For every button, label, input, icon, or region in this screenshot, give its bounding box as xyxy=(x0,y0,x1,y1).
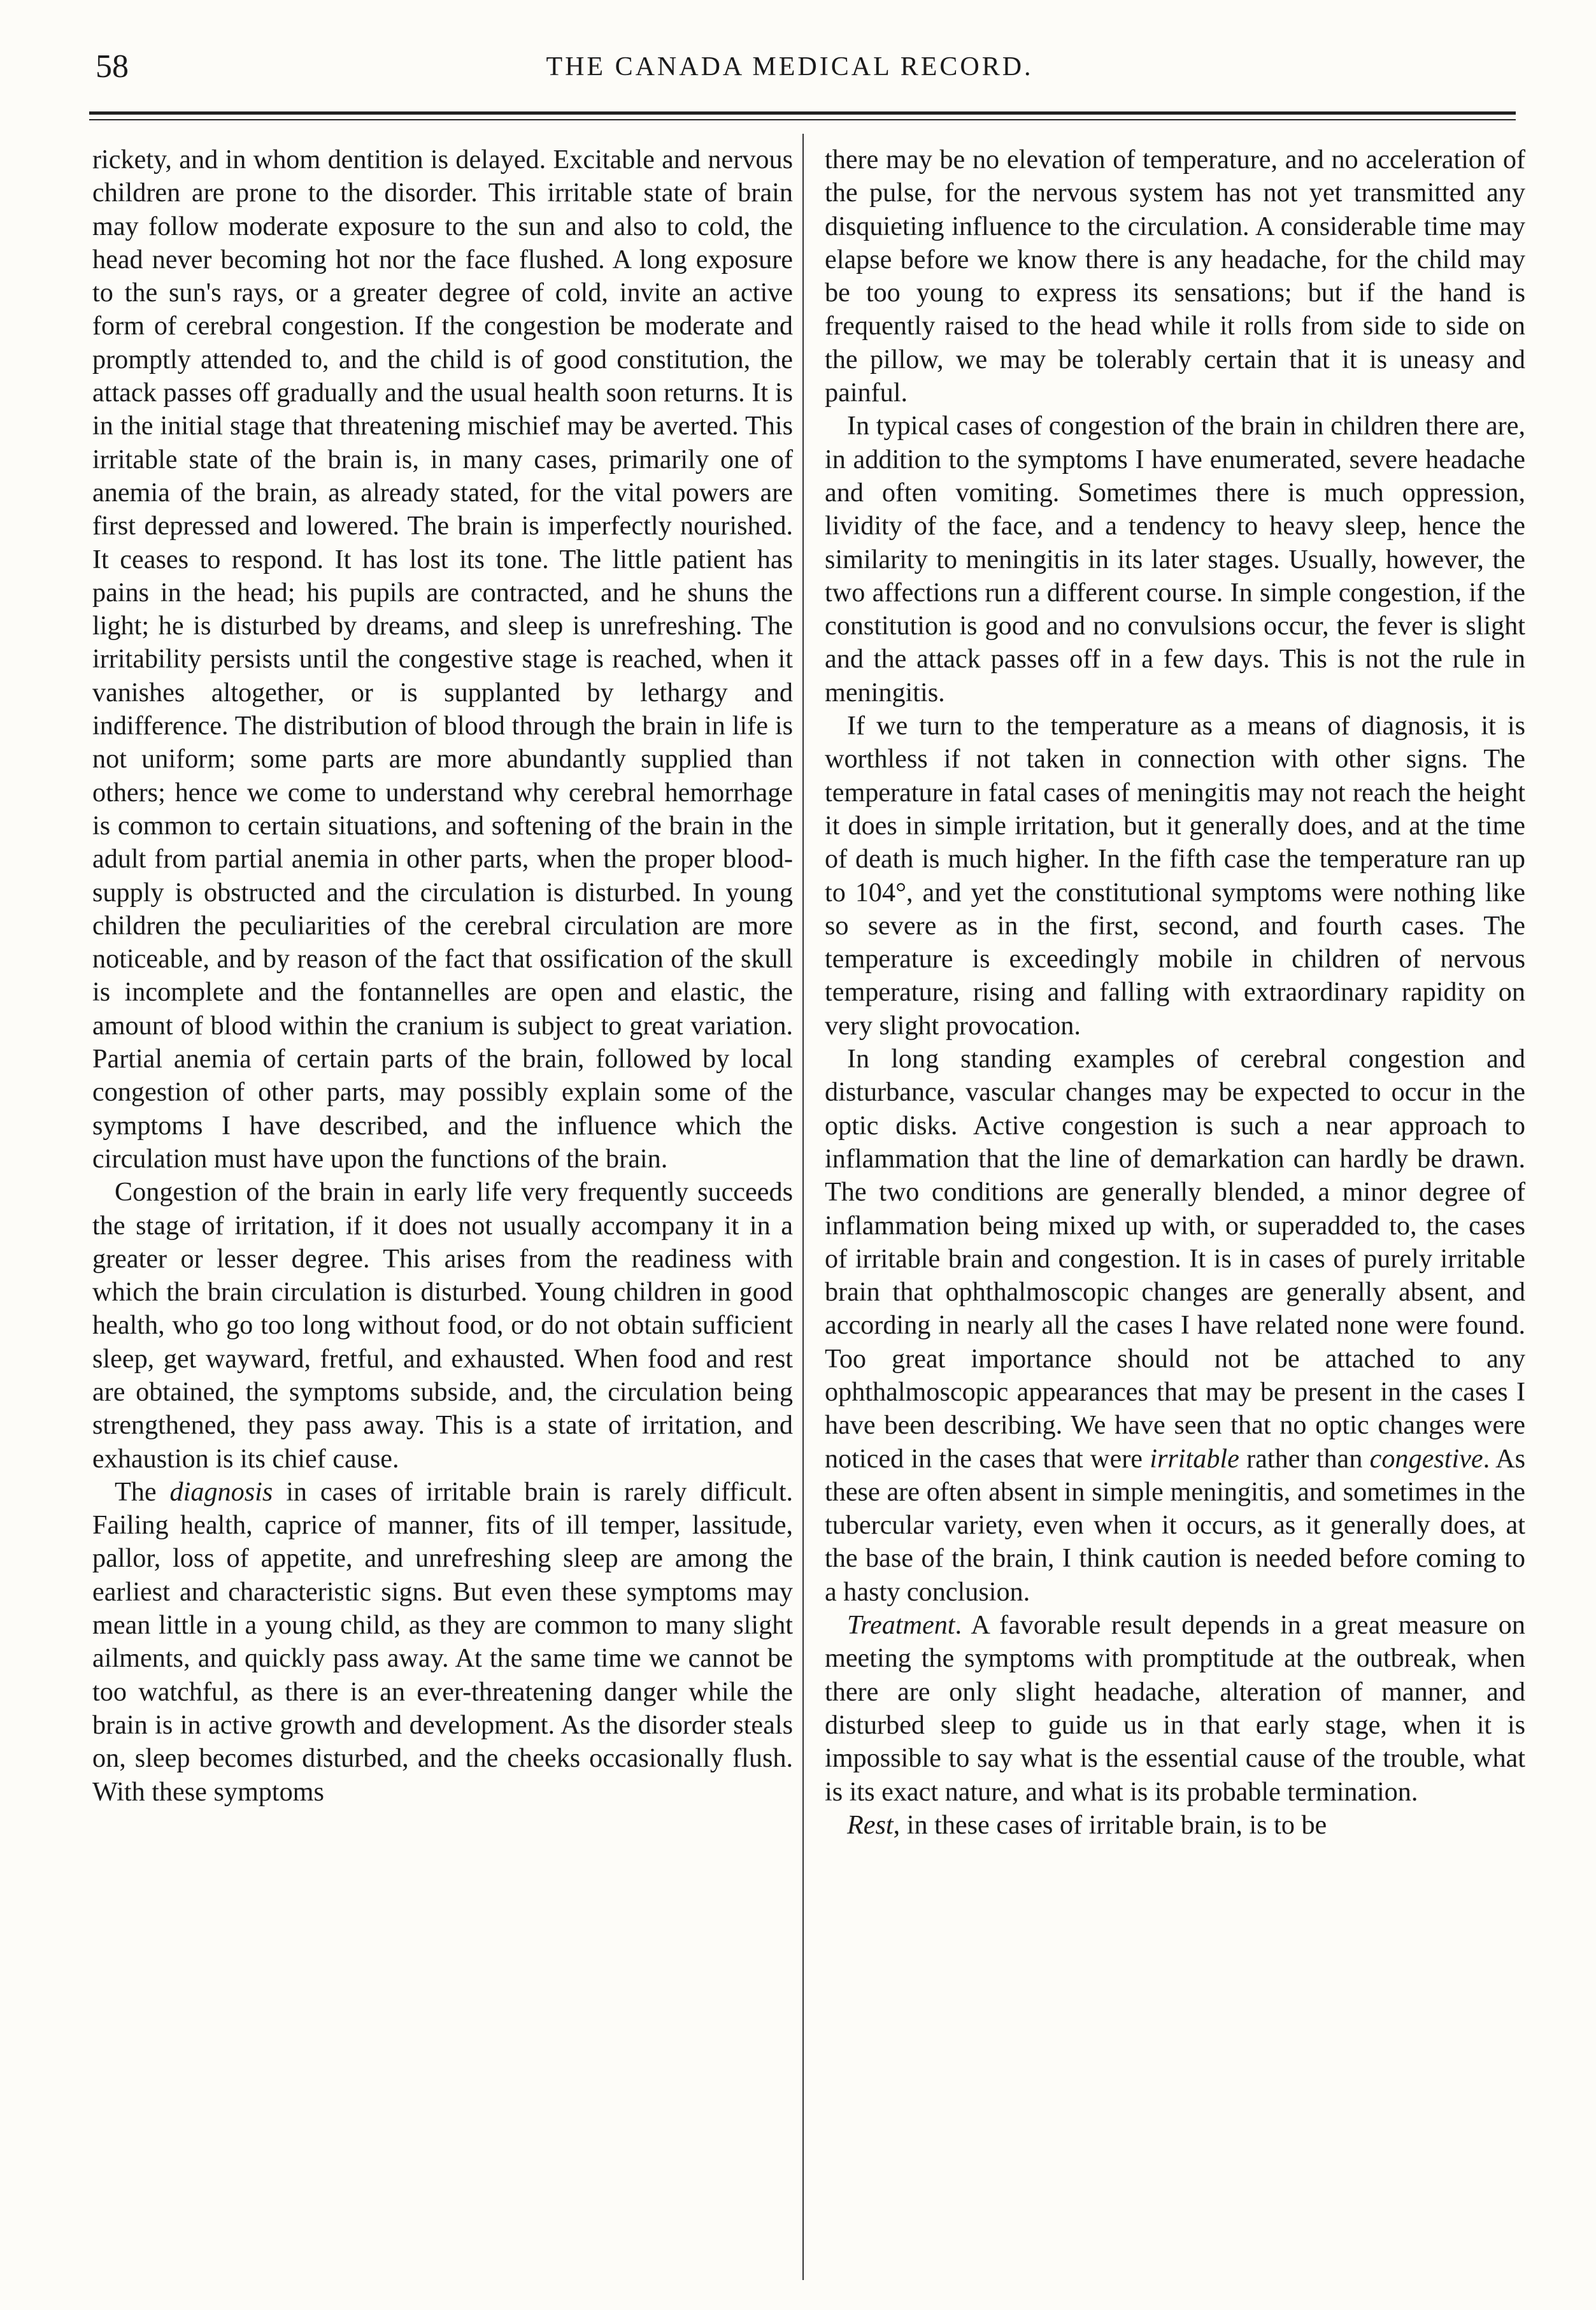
right-paragraph-1: there may be no elevation of temperature, and no acceleration of the pulse, for the nervous system has not yet transmitted any disquieting influence to the circulation. A considerable time may elapse before we know there is any headache, for the child may be too young to express its sensations; but if the hand is frequently raised to the head while it rolls from side to side on the pillow, we may be tolerably certain that it is uneasy and painful. xyxy=(825,145,1525,408)
left-column xyxy=(92,143,793,1809)
right-column xyxy=(825,143,1525,1842)
left-paragraph-2: Congestion of the brain in early life very frequently succeeds the stage of irritation, if it does not usually accompany it in a greater or lesser degree. This arises from the readiness with which the brain circulation is disturbed. Young children in good health, who go too long without food, or do not obtain sufficient sleep, get wayward, fretful, and exhausted. When food and rest are obtained, the symptoms subside, and, the circulation being strengthened, they pass away. This is a state of irritation, and exhaustion is its chief cause. xyxy=(92,1177,793,1474)
italic-term-irritable: irritable xyxy=(1150,1443,1239,1474)
italic-heading-rest: Rest xyxy=(847,1809,894,1840)
text-run: . A favorable result depends in a great measure on meeting the symptoms with promptitude at the outbreak, when there are only slight headache, alteration of manner, and disturbed sleep to guide us in that early stage, when it is impossible to say what is the essential cause of the trouble, what is its exact nature, and what is its probable termination. xyxy=(825,1610,1525,1807)
right-paragraph-6 xyxy=(825,1809,1525,1842)
italic-term-diagnosis: diagnosis xyxy=(169,1476,273,1507)
text-run: In long standing examples of cerebral congestion and disturbance, vascular changes may be expected to occur in the optic disks. Active congestion is such a near approach to inflammation that the line of demarkation can hardly be drawn. The two conditions are generally blended, a minor degree of inflammation being mixed up with, or superadded to, the cases of irritable brain and congestion. It is in cases of purely irritable brain that ophthalmoscopic changes are generally absent, and according in nearly all the cases I have related none were found. Too great importance should not be attached to any ophthalmoscopic appearances that may be present in the cases I have been describing. We have seen that no optic changes were noticed in the cases that were xyxy=(825,1044,1525,1474)
running-title: THE CANADA MEDICAL RECORD. xyxy=(546,52,1034,82)
header-rule-thick xyxy=(89,111,1516,115)
right-paragraph-5 xyxy=(825,1609,1525,1809)
right-paragraph-3: If we turn to the temperature as a means of diagnosis, it is worthless if not taken in connection with other signs. The temperature in fatal cases of meningitis may not reach the height it does in simple irritation, but it generally does, and at the time of death is much higher. In the fifth case the temperature ran up to 104°, and yet the constitutional symptoms were nothing like so severe as in the first, second, and fourth cases. The temperature is exceedingly mobile in children of nervous temperature, rising and falling with extraordinary rapidity on very slight provocation. xyxy=(825,711,1525,1041)
left-paragraph-3 xyxy=(92,1476,793,1809)
text-run: rather than xyxy=(1239,1443,1370,1474)
text-run: in cases of irritable brain is rarely difficult. Failing health, caprice of manner, fits of ill temper, lassitude, pallor, loss of appetite, and unrefreshing sleep are among the earliest and characteristic signs. But even these symptoms may mean little in a young child, as they are common to many slight ailments, and quickly pass away. At the same time we cannot be too watchful, as there is an ever-threatening danger while the brain is in active growth and development. As the disorder steals on, sleep becomes disturbed, and the cheeks occasionally flush. With these symptoms xyxy=(92,1476,793,1807)
left-paragraph-1: rickety, and in whom dentition is delayed. Excitable and nervous children are prone to the disorder. This irritable state of brain may follow moderate exposure to the sun and also to cold, the head never becoming hot nor the face flushed. A long exposure to the sun's rays, or a greater degree of cold, invite an active form of cerebral congestion. If the congestion be moderate and promptly attended to, and the child is of good constitution, the attack passes off gradually and the usual health soon returns. It is in the initial stage that threatening mischief may be averted. This irritable state of the brain is, in many cases, primarily one of anemia of the brain, as already stated, for the vital powers are first depressed and lowered. The brain is imperfectly nourished. It ceases to respond. It has lost its tone. The little patient has pains in the head; his pupils are contracted, and he shuns the light; he is disturbed by dreams, and sleep is unrefreshing. The irritability persists until the congestive stage is reached, when it vanishes altogether, or is supplanted by lethargy and indifference. The distribution of blood through the brain in life is not uniform; some parts are more abundantly supplied than others; hence we come to understand why cerebral hemorrhage is common to certain situations, and softening of the brain in the adult from partial anemia in other parts, when the proper blood-supply is obstructed and the circulation is disturbed. In young children the peculiarities of the cerebral circulation are more noticeable, and by reason of the fact that ossification of the skull is incomplete and the fontannelles are open and elastic, the amount of blood within the cranium is subject to great variation. Partial anemia of certain parts of the brain, followed by local congestion of other parts, may possibly explain some of the symptoms I have described, and the influence which the circulation must have upon the functions of the brain. xyxy=(92,145,793,1174)
right-paragraph-4 xyxy=(825,1043,1525,1609)
text-run: , in these cases of irritable brain, is to be xyxy=(893,1809,1327,1840)
italic-heading-treatment: Treatment xyxy=(847,1610,955,1641)
text-run: The xyxy=(115,1476,170,1507)
right-paragraph-2: In typical cases of congestion of the brain in children there are, in addition to the symptoms I have enumerated, severe headache and often vomiting. Sometimes there is much oppression, lividity of the face, and a tendency to heavy sleep, hence the similarity to meningitis in its later stages. Usually, however, the two affections run a different course. In simple congestion, if the constitution is good and no convulsions occur, the fever is slight and the attack passes off in a few days. This is not the rule in meningitis. xyxy=(825,411,1525,708)
column-divider xyxy=(802,134,804,2280)
page-header xyxy=(76,48,1503,99)
italic-term-congestive: congestive xyxy=(1369,1443,1483,1474)
text-run: . As these are often absent in simple meningitis, and sometimes in the tubercular variety, even when it occurs, as it generally does, at the base of the brain, I think caution is needed before coming to a hasty conclusion. xyxy=(825,1443,1526,1607)
header-rule-thin xyxy=(89,119,1516,120)
page-number: 58 xyxy=(96,48,129,85)
